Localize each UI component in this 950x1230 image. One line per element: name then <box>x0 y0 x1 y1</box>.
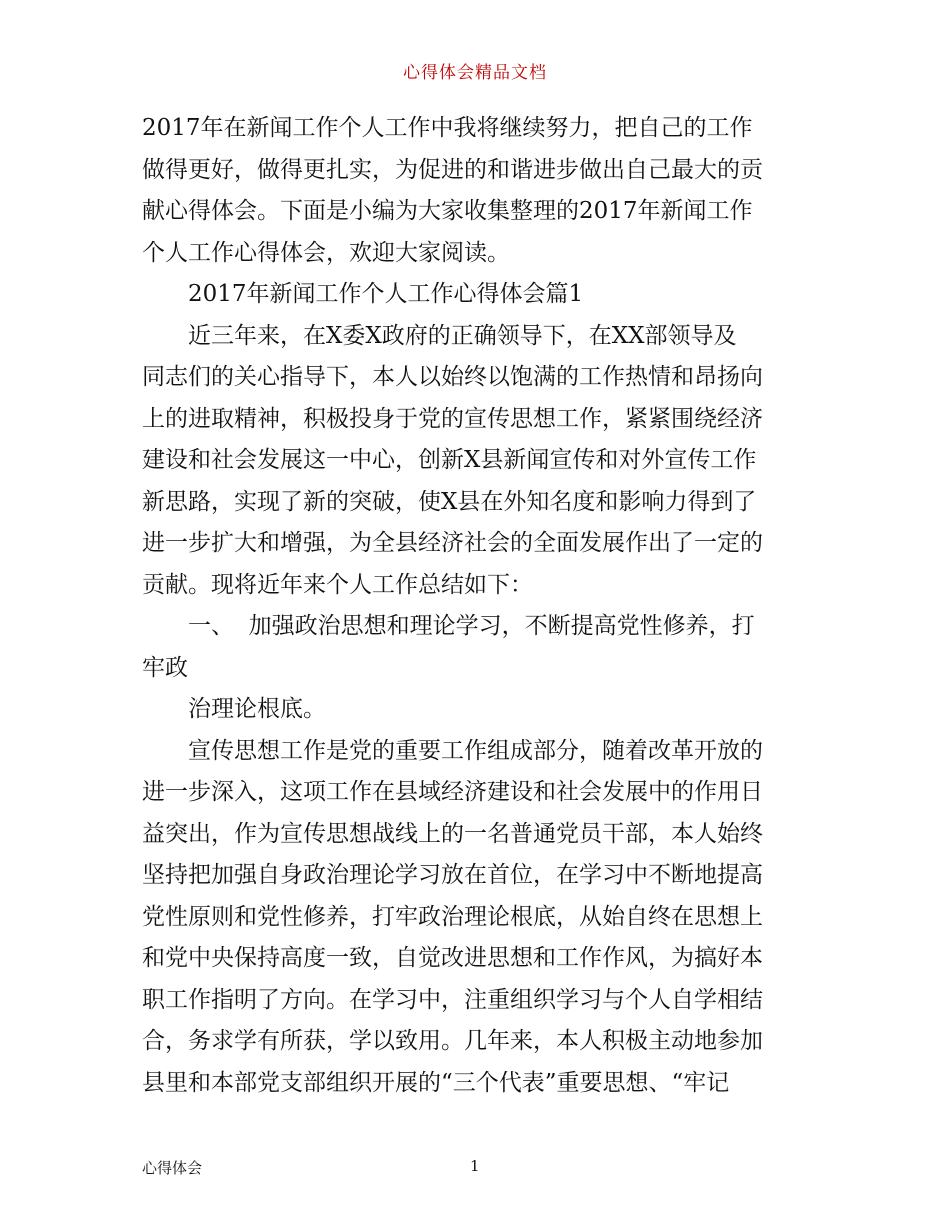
text-line: 治理论根底。 <box>188 696 326 722</box>
text-line: 献心得体会。下面是小编为大家收集整理的2017年新闻工作 <box>142 198 753 224</box>
page-footer <box>142 1157 810 1181</box>
text-line: 县里和本部党支部组织开展的“三个代表”重要思想、“牢记 <box>142 1069 730 1096</box>
text-line: 做得更好，做得更扎实，为促进的和谐进步做出自己最大的贡 <box>142 156 763 183</box>
text-line: 近三年来，在X委X政府的正确领导下，在XX部领导及 <box>188 322 737 349</box>
text-line: 职工作指明了方向。在学习中，注重组织学习与个人自学相结 <box>142 986 763 1013</box>
document-body <box>142 108 810 1104</box>
footer-label: 心得体会 <box>142 1159 203 1177</box>
text-line: 牢政 <box>142 654 188 681</box>
text-line: 益突出，作为宣传思想战线上的一名普通党员干部，本人始终 <box>142 820 763 847</box>
text-line: 上的进取精神，积极投身于党的宣传思想工作，紧紧围绕经济 <box>142 405 763 432</box>
text-line: 合，务求学有所获，学以致用。几年来，本人积极主动地参加 <box>142 1028 763 1054</box>
text-line: 建设和社会发展这一中心，创新X县新闻宣传和对外宣传工作 <box>142 447 757 473</box>
text-line: 新思路，实现了新的突破，使X县在外知名度和影响力得到了 <box>142 488 757 515</box>
text-line: 进一步扩大和增强，为全县经济社会的全面发展作出了一定的 <box>142 530 763 556</box>
text-line: 2017年在新闻工作个人工作中我将继续努力，把自己的工作 <box>142 115 753 141</box>
page-number: 1 <box>470 1157 480 1175</box>
text-line: 贡献。现将近年来个人工作总结如下： <box>142 571 533 598</box>
text-line: 宣传思想工作是党的重要工作组成部分，随着改革开放的 <box>188 737 763 764</box>
text-line: 和党中央保持高度一致，自觉改进思想和工作作风，为搞好本 <box>142 945 763 971</box>
text-line: 党性原则和党性修养，打牢政治理论根底，从始自终在思想上 <box>142 903 763 930</box>
subsection-heading: 一、 加强政治思想和理论学习，不断提高党性修养，打 <box>188 613 755 639</box>
page-header-title: 心得体会精品文档 <box>403 63 547 83</box>
text-line: 进一步深入，这项工作在县域经济建设和社会发展中的作用日 <box>142 779 763 805</box>
text-line: 个人工作心得体会，欢迎大家阅读。 <box>142 239 510 266</box>
section-heading: 2017年新闻工作个人工作心得体会篇1 <box>188 281 584 307</box>
text-line: 同志们的关心指导下，本人以始终以饱满的工作热情和昂扬向 <box>142 364 763 390</box>
text-line: 坚持把加强自身政治理论学习放在首位，在学习中不断地提高 <box>142 862 763 888</box>
